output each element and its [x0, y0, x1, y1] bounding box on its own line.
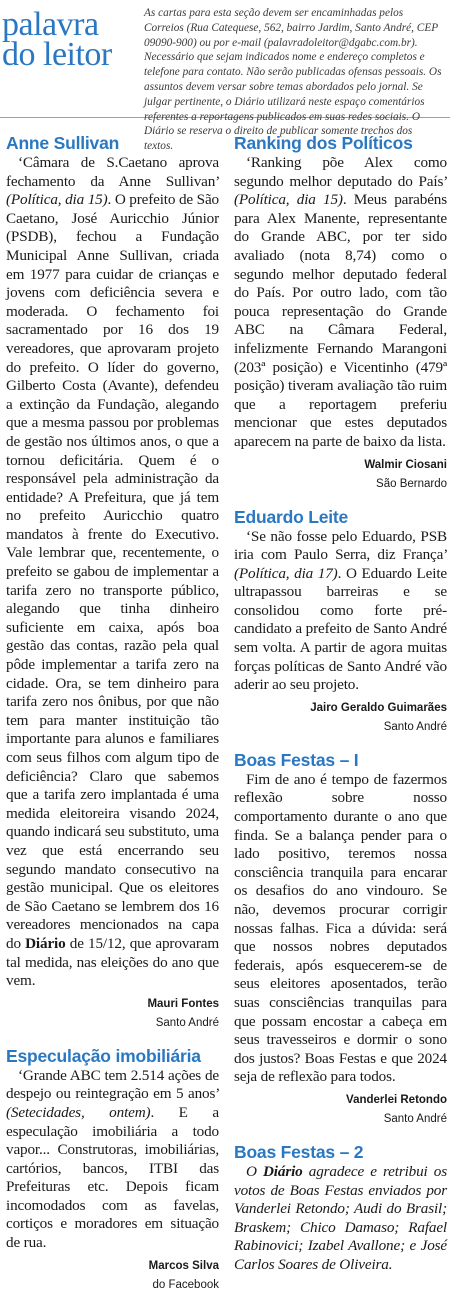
signer-place: Santo André — [383, 1112, 447, 1125]
newspaper-name: Diário — [262, 1162, 303, 1180]
signer-name: Walmir Ciosani — [364, 458, 447, 471]
letter-anne-sullivan — [6, 132, 219, 1031]
signer-name: Marcos Silva — [148, 1259, 219, 1272]
letter-headline: Boas Festas – 2 — [234, 1141, 364, 1162]
letter-text-end: de 15/12, que aprovaram tal medida, nas eleições do ano que vem. — [6, 934, 219, 990]
letter-headline: Anne Sullivan — [6, 133, 120, 153]
letter-text: . E a especulação imobiliária a todo vapor... Construtoras, imobiliárias, cartórios, bancos, ITBI das Prefeituras etc. Depois ficam incomodados com as favelas, cortiços e moradores em situação de rua. — [6, 1103, 219, 1252]
letter-body — [234, 1163, 447, 1275]
signer-name: Mauri Fontes — [147, 997, 219, 1010]
signer-place: São Bernardo — [376, 477, 447, 490]
letter-eduardo-leite — [234, 506, 447, 735]
letter-text-lead: O — [246, 1162, 263, 1180]
letter-body — [234, 528, 447, 695]
letter-headline: Boas Festas – I — [234, 749, 359, 770]
letter-signature — [234, 1093, 447, 1127]
source-reference: (Política, dia 15) — [234, 191, 343, 209]
letter-boas-festas-1 — [234, 749, 447, 1127]
letter-headline: Eduardo Leite — [234, 506, 349, 527]
quoted-title: ‘Grande ABC tem 2.514 ações de despejo ou reintegração em 5 anos’ — [6, 1066, 219, 1103]
signer-place: Santo André — [155, 1016, 219, 1029]
left-column — [6, 132, 219, 1293]
letter-boas-festas-2 — [234, 1141, 447, 1275]
letter-body — [234, 154, 447, 452]
letter-text: agradece e retribui os votos de Boas Festas enviados por Vanderlei Retondo; Audi do Brasil; Braskem; Chico Damaso; Rafael Rabinovici; Izabel Avallone; e José Carlos Soares de Oliveira. — [234, 1162, 447, 1273]
masthead-line-1: palavra — [2, 6, 99, 43]
letter-body: Fim de ano é tempo de fazermos reflexão sobre nosso comportamento durante o ano que finda. Se a balança pender para o lado positivo, teremos nossa consciência tranquila para encarar os desafios do ano vindouro. Se não, devemos procurar corrigir nossas falhas. Fica a dúvida: será que nossos nobres deputados federais, após esquecerem-se de seus eleitores aposentados, terão suas consciências tranquilas para que possam encostar a cabeça em seus travesseiros e dormir o sono dos justos? Boas Festas e que 2024 seja de reflexão para todos. — [234, 770, 447, 1086]
quoted-title: ‘Ranking põe Alex como segundo melhor deputado do País’ — [234, 154, 447, 190]
signer-name: Vanderlei Retondo — [346, 1093, 447, 1106]
signer-name: Jairo Geraldo Guimarães — [310, 701, 447, 714]
masthead-line-2: do leitor — [2, 36, 112, 73]
quoted-title: ‘Se não fosse pelo Eduardo, PSB iria com Paulo Serra, diz França’ — [234, 527, 447, 564]
letter-signature — [6, 997, 219, 1031]
letter-headline: Especulação imobiliária — [6, 1045, 201, 1066]
letter-signature — [6, 1259, 219, 1293]
source-reference: (Setecidades, ontem) — [6, 1103, 151, 1121]
letter-especulacao — [6, 1045, 219, 1293]
signer-place: do Facebook — [152, 1278, 219, 1291]
letter-text: . O Eduardo Leite ultrapassou barreiras e se consolidou como forte pré-candidato a prefeito de Santo André sem volta. A partir de agora muitas forças políticas de Santo André vão aderir ao seu projeto. — [234, 564, 447, 694]
letter-text: . Meus parabéns para Alex Manente, representante do Grande ABC, por ter sido avaliado (nota 8,74) como o segundo melhor deputado federal do País. Por outro lado, com tão pouca representação do Grande ABC na Câmara Federal, infelizmente Fernando Marangoni (203ª posição) e Vicentinho (479ª posição) tiveram avaliação tão ruim que a reportagem preferiu mencionar que estes deputados aparecem na parte de baixo da lista. — [234, 191, 447, 450]
quoted-title: ‘Câmara de S.Caetano aprova fechamento da Anne Sullivan’ — [6, 154, 219, 190]
letter-headline: Ranking dos Políticos — [234, 133, 413, 153]
source-reference: (Política, dia 17) — [234, 564, 338, 582]
submission-guidelines: As cartas para esta seção devem ser encaminhadas pelos Correios (Rua Catequese, 562, bairro Jardim, Santo André, CEP 09090-900) ou por e-mail (palavradoleitor@dgabc.com.br). Necessário que sejam indicados nome e endereço completos e telefone para contato. Não serão publicadas ofensas pessoais. Os assuntos devem versar sobre temas abordados pelo jornal. Se julgar pertinente, o Diário utilizará neste espaço comentários referentes a reportagens publicados em suas redes sociais. O Diário se reserva o direito de publicar somente trechos dos textos. — [144, 7, 442, 153]
letter-text: . O prefeito de São Caetano, José Auricchio Júnior (PSDB), fechou a Fundação Municipal Anne Sullivan, criada em 1977 para cuidar de crianças e jovens com deficiência severa e moderada. O fechamento foi sacramentado por 16 dos 19 vereadores, que aprovaram projeto do prefeito. O líder do governo, Gilberto Costa (Avante), defendeu a extinção da Fundação, alegando que a mesma passou por problemas de gestão nos últimos anos, o que a tornou deficitária. Quem é o responsável pela administração da entidade? A Prefeitura, que já tem no prefeito Auricchio quatro mandatos à frente do Executivo. Vale lembrar que, recentemente, o prefeito se gabou de implementar a tarifa zero no transporte público, alegando que tinha dinheiro suficiente em caixa, após boa gestão das contas, razão pela qual pôde implementar a tarifa zero na cidade. Ora, se tem dinheiro para tarifa zero nos ônibus, por que não tem para manter instituição tão importante para alunos e familiares com seus filhos com algum tipo de deficiência? Claro que sabemos que a tarifa zero implantada é uma medida eleitoreira visando 2024, quando indicará seu substituto, uma vez que está encerrando seu segundo mandato consecutivo na gestão municipal. Que os eleitores de São Caetano se lembrem dos 16 vereadores mencionados na capa do — [6, 191, 219, 952]
signer-place: Santo André — [383, 720, 447, 733]
source-reference: (Política, dia 15) — [6, 191, 108, 209]
newspaper-name: Diário — [25, 934, 66, 952]
letter-ranking — [234, 132, 447, 492]
letter-signature — [234, 458, 447, 492]
letter-body — [6, 154, 219, 991]
right-column — [234, 132, 447, 1289]
letter-signature — [234, 701, 447, 735]
letter-body — [6, 1067, 219, 1253]
section-masthead — [2, 6, 132, 73]
